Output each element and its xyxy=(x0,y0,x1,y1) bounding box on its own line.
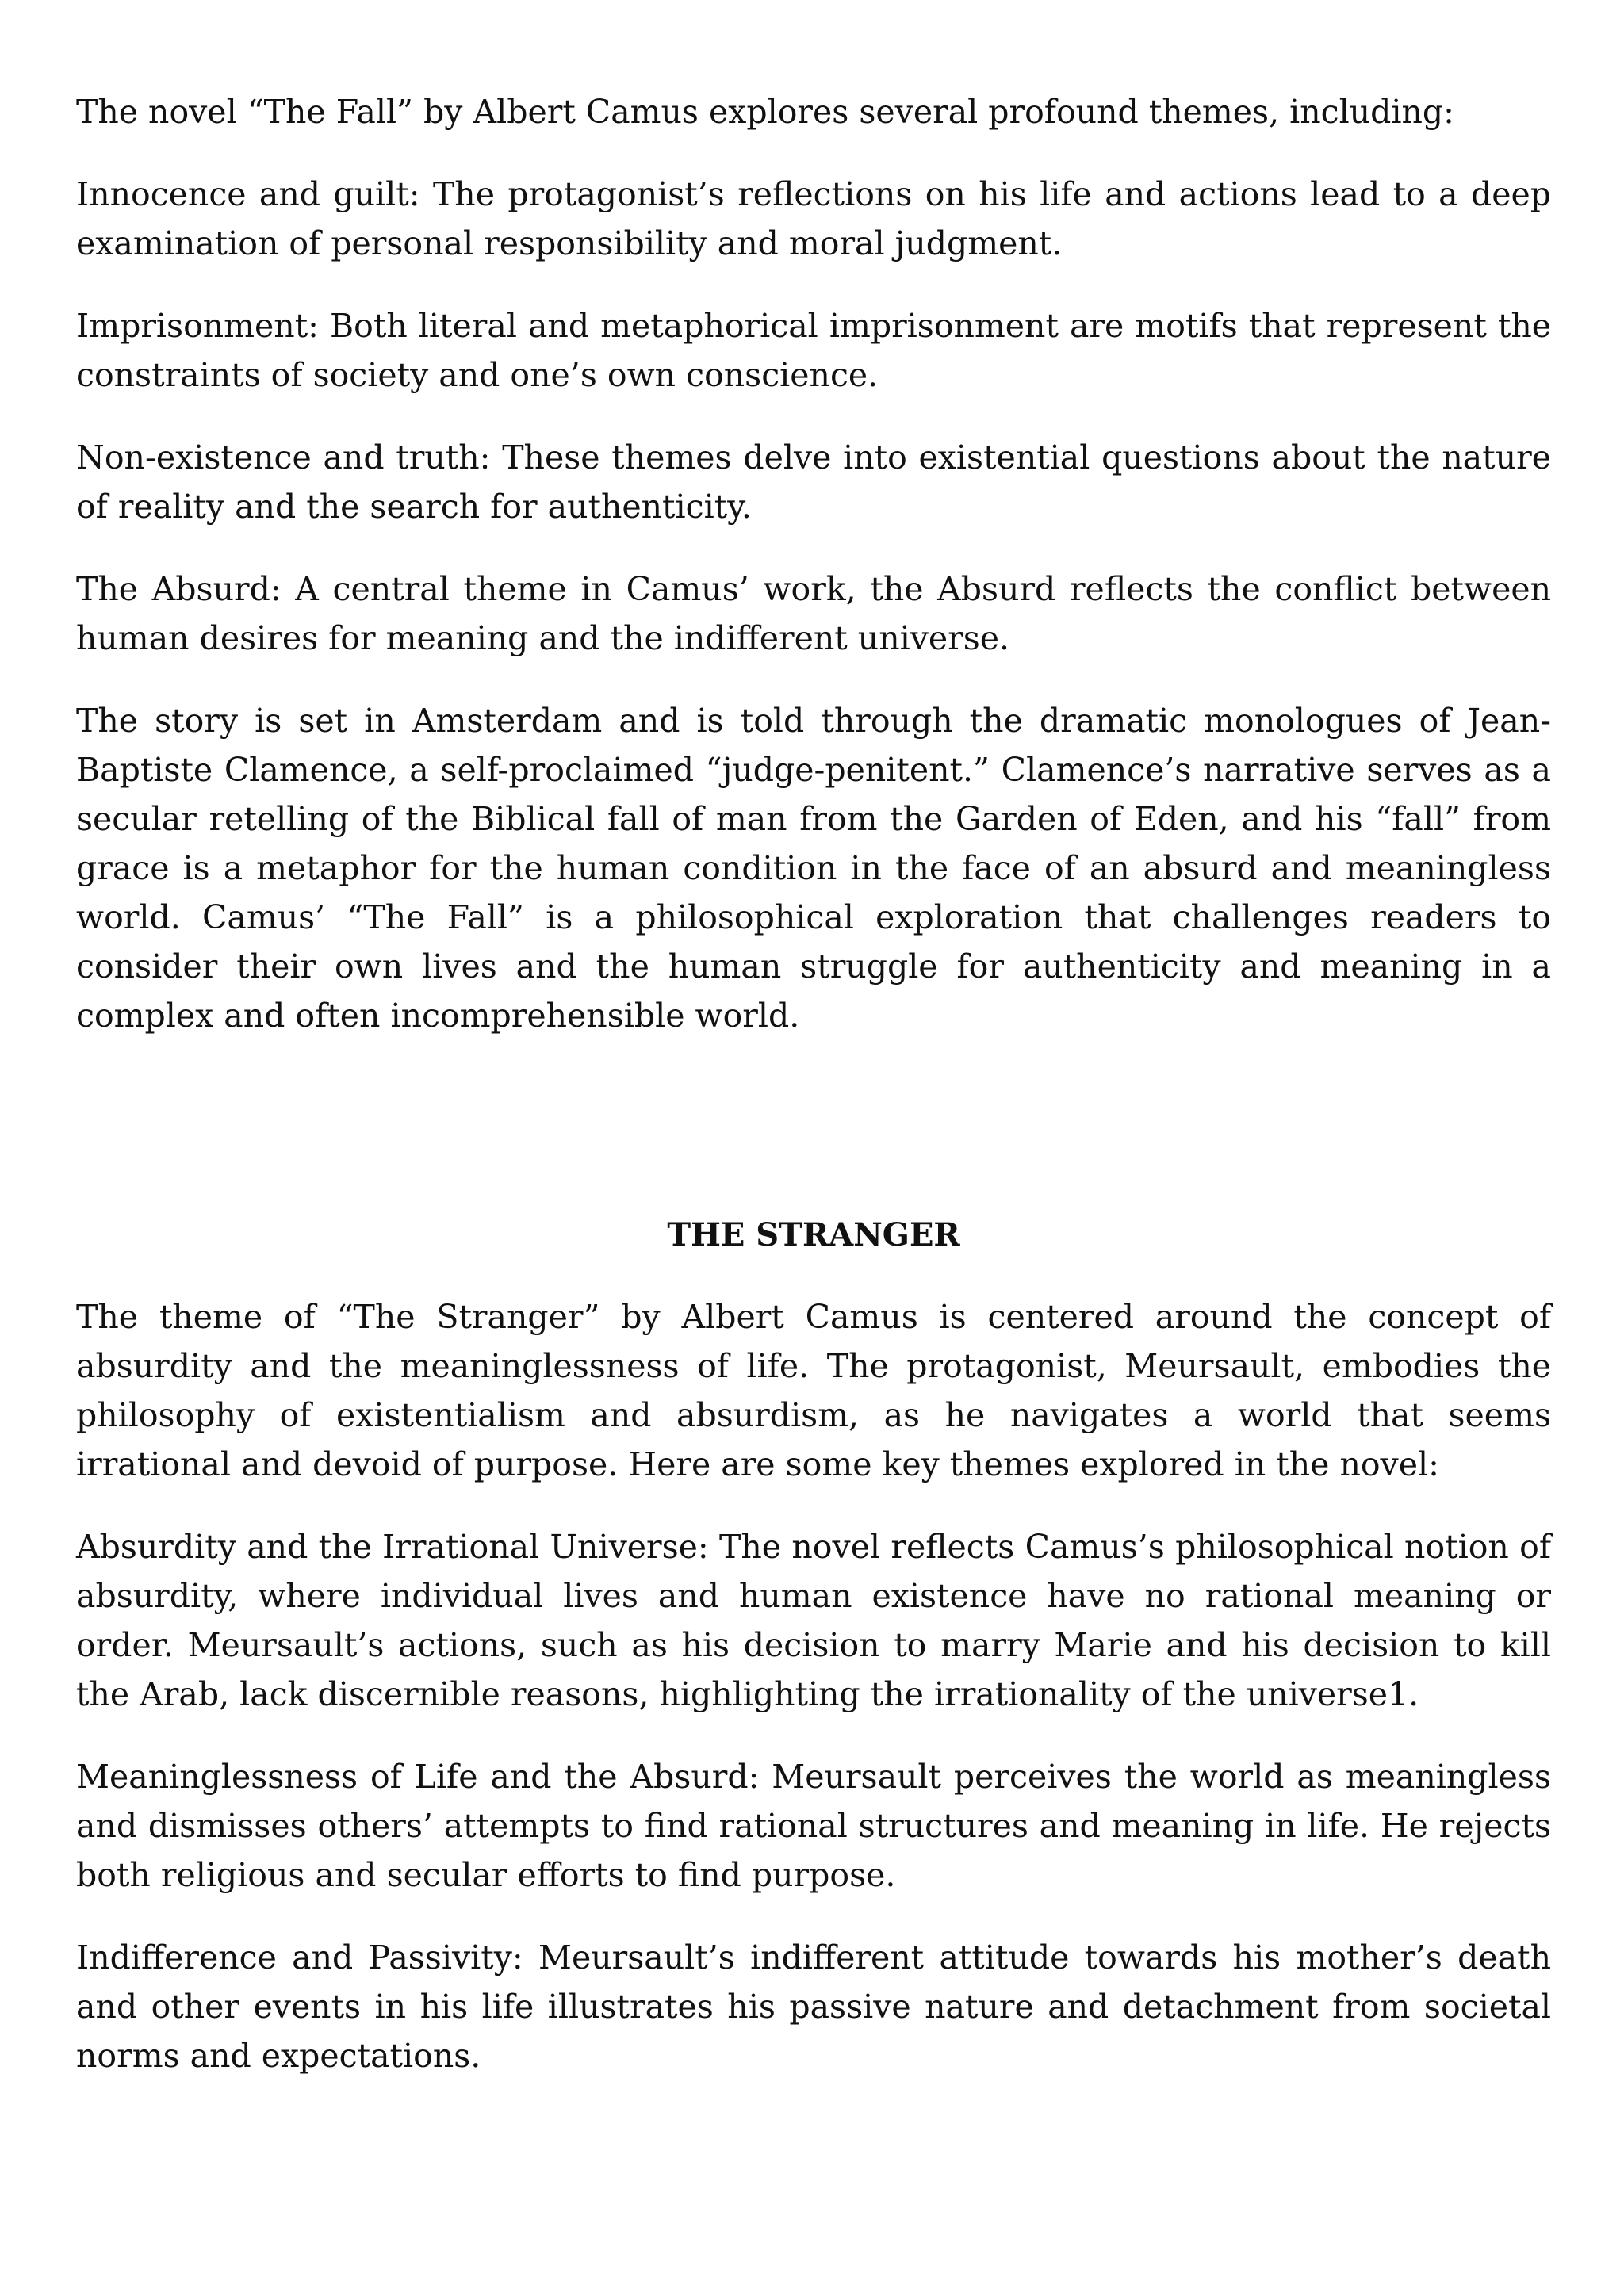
theme-the-absurd: The Absurd: A central theme in Camus’ work, the Absurd reflects the conflict between human desires for meaning and the indifferent universe. xyxy=(76,570,1551,657)
the-fall-intro: The novel “The Fall” by Albert Camus explores several profound themes, including: xyxy=(76,93,1454,131)
theme-absurdity-irrational-universe: Absurdity and the Irrational Universe: The novel reflects Camus’s philosophical notion of absurdity, where individual lives and human existence have no rational meaning or order. Meursault’s actions, such as his decision to marry Marie and his decision to kill the Arab, lack discernible reasons, highlighting the irrationality of the universe1. xyxy=(76,1528,1551,1713)
theme-imprisonment: Imprisonment: Both literal and metaphorical imprisonment are motifs that represent the constraints of society and one’s own conscience. xyxy=(76,307,1551,394)
the-fall-summary: The story is set in Amsterdam and is told through the dramatic monologues of Jean-Baptiste Clamence, a self-proclaimed “judge-penitent.” Clamence’s narrative serves as a secular retelling of the Biblical fall of man from the Garden of Eden, and his “fall” from grace is a metaphor for the human condition in the face of an absurd and meaningless world. Camus’ “The Fall” is a philosophical exploration that challenges readers to consider their own lives and the human struggle for authenticity and meaning in a complex and often incomprehensible world. xyxy=(76,702,1551,1035)
the-fall-section xyxy=(76,87,1551,1040)
section-heading: THE STRANGER xyxy=(667,1216,960,1253)
section-spacer xyxy=(76,1040,1551,1211)
the-stranger-intro: The theme of “The Stranger” by Albert Camus is centered around the concept of absurdity and the meaninglessness of life. The protagonist, Meursault, embodies the philosophy of existentialism and absurdism, as he navigates a world that seems irrational and devoid of purpose. Here are some key themes explored in the novel: xyxy=(76,1298,1551,1483)
theme-meaninglessness-of-life: Meaninglessness of Life and the Absurd: Meursault perceives the world as meaningless and dismisses others’ attempts to find rational structures and meaning in life. He rejects both religious and secular efforts to find purpose. xyxy=(76,1758,1551,1894)
document-body xyxy=(76,87,1551,2114)
the-stranger-section xyxy=(76,1211,1551,2080)
theme-indifference-passivity: Indifference and Passivity: Meursault’s indifferent attitude towards his mother’s death and other events in his life illustrates his passive nature and detachment from societal norms and expectations. xyxy=(76,1938,1551,2075)
theme-innocence-guilt: Innocence and guilt: The protagonist’s reflections on his life and actions lead to a deep examination of personal responsibility and moral judgment. xyxy=(76,175,1551,262)
theme-non-existence-truth: Non-existence and truth: These themes delve into existential questions about the nature of reality and the search for authenticity. xyxy=(76,438,1551,526)
